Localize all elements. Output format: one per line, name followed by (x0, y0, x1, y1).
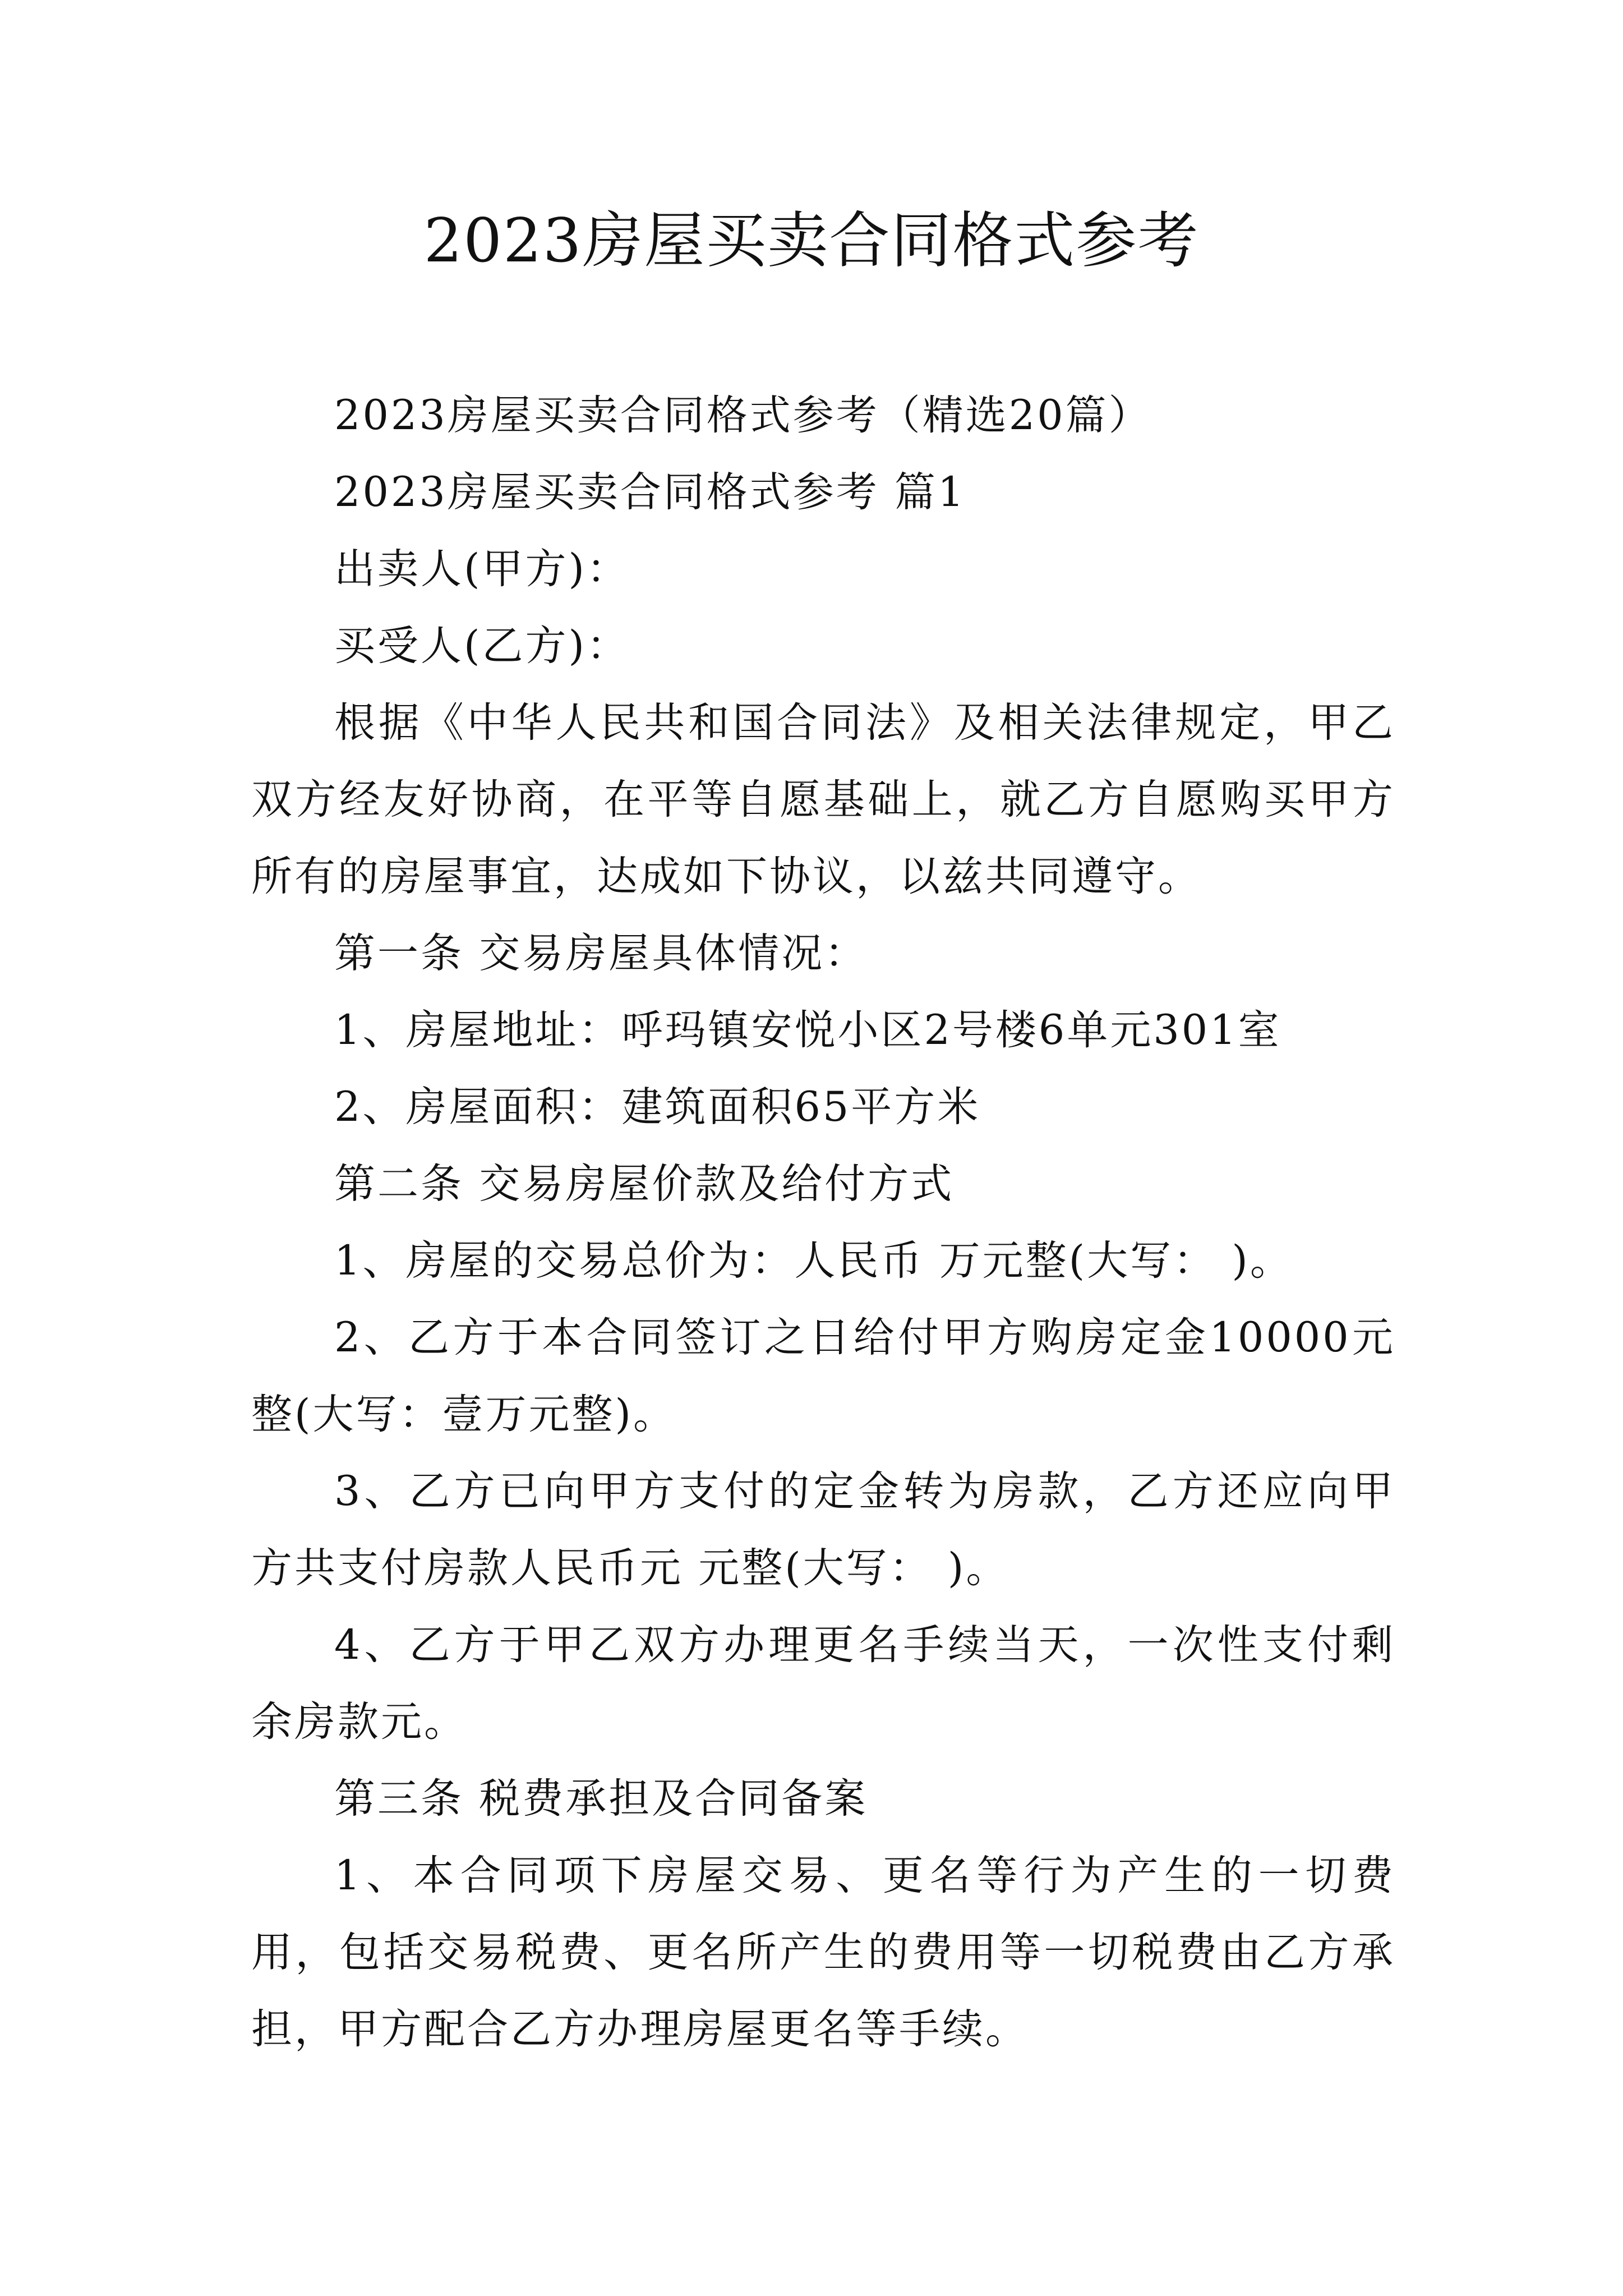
paragraph-article-1-item-1: 1、房屋地址：呼玛镇安悦小区2号楼6单元301室 (334, 1006, 1281, 1054)
paragraph-article-2-item-1: 1、房屋的交易总价为：人民币 万元整(大写： )。 (334, 1237, 1293, 1285)
paragraph-article-2-item-2: 2、乙方于本合同签订之日给付甲方购房定金10000元整(大写：壹万元整)。 (251, 1314, 1395, 1438)
paragraph-article-3-item-1: 1、本合同项下房屋交易、更名等行为产生的一切费用，包括交易税费、更名所产生的费用等一切税费由乙方承担，甲方配合乙方办理房屋更名等手续。 (251, 1852, 1395, 2053)
paragraph-article-2-heading: 第二条 交易房屋价款及给付方式 (334, 1160, 955, 1208)
paragraph-section-heading: 2023房屋买卖合同格式参考 篇1 (334, 468, 966, 516)
paragraph-article-3-heading: 第三条 税费承担及合同备案 (334, 1775, 868, 1823)
paragraph-article-1-heading: 第一条 交易房屋具体情况： (334, 930, 868, 977)
document-title: 2023房屋买卖合同格式参考 (423, 206, 1200, 276)
paragraph-article-1-item-2: 2、房屋面积：建筑面积65平方米 (334, 1083, 981, 1131)
paragraph-preamble: 根据《中华人民共和国合同法》及相关法律规定，甲乙双方经友好协商，在平等自愿基础上，就乙方自愿购买甲方所有的房屋事宜，达成如下协议，以兹共同遵守。 (251, 699, 1395, 900)
document-body (251, 377, 1395, 2068)
paragraph-article-2-item-4: 4、乙方于甲乙双方办理更名手续当天，一次性支付剩余房款元。 (251, 1621, 1395, 1746)
paragraph-seller: 出卖人(甲方)： (334, 545, 630, 593)
paragraph-subtitle: 2023房屋买卖合同格式参考（精选20篇） (334, 392, 1152, 439)
paragraph-buyer: 买受人(乙方)： (334, 622, 630, 670)
paragraph-article-2-item-3: 3、乙方已向甲方支付的定金转为房款，乙方还应向甲方共支付房款人民币元 元整(大写： )。 (251, 1467, 1395, 1592)
